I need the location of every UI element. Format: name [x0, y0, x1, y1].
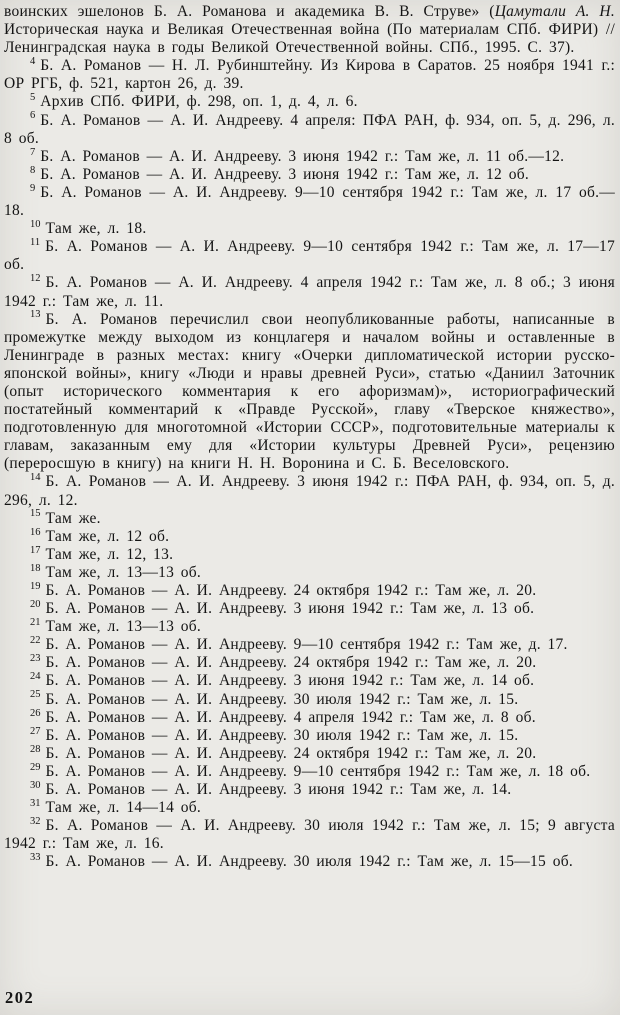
footnote-text: Архив СПб. ФИРИ, ф. 298, оп. 1, д. 4, л. 6.: [40, 93, 358, 111]
footnote-number: 26: [30, 707, 41, 719]
footnote-entry: [4, 564, 615, 582]
footnote-number: 32: [30, 816, 41, 828]
intro-text-before: воинских эшелонов Б. А. Романова и академика В. В. Струве» (: [4, 3, 495, 20]
footnote-number: 13: [30, 309, 41, 321]
footnote-text: Б. А. Романов — А. И. Андрееву. 3 июня 1942 г.: Там же, л. 14.: [45, 781, 512, 799]
footnote-text: Б. А. Романов — Н. Л. Рубинштейну. Из Кирова в Саратов. 25 ноября 1941 г.: ОР РГБ, ф. 521, картон 26, д. 39.: [4, 57, 615, 93]
footnote-number: 9: [30, 182, 36, 194]
footnote-entry: [4, 473, 615, 509]
footnote-text: Б. А. Романов — А. И. Андрееву. 9—10 сентября 1942 г.: Там же, л. 17 об.—18.: [4, 183, 615, 220]
footnote-text: Там же, л. 14—14 об.: [45, 799, 202, 817]
footnote-entry: [4, 238, 615, 274]
footnote-text: Там же, л. 12, 13.: [45, 545, 174, 563]
footnote-text: Б. А. Романов — А. И. Андрееву. 3 июня 1942 г.: ПФА РАН, ф. 934, оп. 5, д. 296, л. 12.: [4, 473, 615, 509]
intro-author-italic: Цамутали А. Н.: [494, 3, 616, 20]
footnote-entry: [4, 745, 615, 763]
footnote-text: Б. А. Романов — А. И. Андрееву. 24 октября 1942 г.: Там же, л. 20.: [45, 582, 537, 599]
footnote-entry: [4, 57, 615, 93]
footnote-entry: [4, 799, 615, 817]
footnote-text: Б. А. Романов — А. И. Андрееву. 3 июня 1942 г.: Там же, л. 14 об.: [45, 672, 535, 690]
footnote-entry: [4, 817, 615, 853]
footnote-entry: [4, 546, 615, 564]
footnote-text: Б. А. Романов — А. И. Андрееву. 30 июля 1942 г.: Там же, л. 15; 9 августа 1942 г.: Там же, л. 16.: [4, 817, 615, 853]
footnote-entry: [4, 220, 615, 238]
footnote-number: 11: [30, 237, 41, 249]
footnote-entry: [4, 510, 615, 528]
footnote-number: 28: [30, 743, 41, 755]
footnote-entry: [4, 274, 615, 310]
footnote-entry: [4, 184, 615, 220]
footnote-text: Б. А. Романов — А. И. Андрееву. 24 октября 1942 г.: Там же, л. 20.: [45, 654, 537, 672]
footnote-text: Там же, л. 18.: [45, 220, 147, 238]
footnote-entry: [4, 528, 615, 546]
page-number: 202: [5, 988, 35, 1007]
footnote-number: 21: [30, 617, 41, 629]
footnote-entry: [4, 781, 615, 799]
footnote-entry: [4, 763, 615, 781]
footnote-text: Б. А. Романов — А. И. Андрееву. 4 апреля: ПФА РАН, ф. 934, оп. 5, д. 296, л. 8 об.: [4, 111, 615, 147]
footnote-number: 24: [30, 671, 41, 683]
footnote-number: 33: [30, 852, 41, 864]
footnote-number: 7: [30, 146, 36, 158]
footnote-number: 16: [30, 526, 41, 538]
footnote-text: Б. А. Романов — А. И. Андрееву. 3 июня 1942 г.: Там же, л. 11 об.—12.: [40, 147, 565, 165]
footnote-entry: [4, 636, 615, 654]
footnote-entry: [4, 654, 615, 672]
footnote-entry: [4, 148, 615, 166]
footnote-number: 20: [30, 598, 41, 610]
footnote-number: 27: [30, 725, 41, 737]
footnote-number: 18: [30, 562, 41, 574]
footnote-text: Б. А. Романов — А. И. Андрееву. 9—10 сентября 1942 г.: Там же, д. 17.: [45, 636, 568, 654]
footnote-number: 8: [30, 164, 36, 176]
footnote-text: Б. А. Романов — А. И. Андрееву. 30 июля 1942 г.: Там же, л. 15—15 об.: [45, 853, 574, 871]
footnote-entry: [4, 112, 615, 148]
intro-paragraph: [4, 3, 615, 57]
footnote-text: Б. А. Романов — А. И. Андрееву. 30 июля 1942 г.: Там же, л. 15.: [45, 690, 519, 708]
footnote-number: 17: [30, 544, 41, 556]
footnote-number: 12: [30, 273, 41, 285]
footnote-entry: [4, 166, 615, 184]
footnote-entry: [4, 691, 615, 709]
footnote-number: 15: [30, 508, 41, 520]
footnote-entry: [4, 727, 615, 745]
footnote-number: 5: [30, 92, 36, 104]
footnote-number: 14: [30, 472, 41, 484]
footnote-number: 4: [30, 56, 36, 68]
footnote-number: 30: [30, 779, 41, 791]
footnote-entry: [4, 311, 615, 474]
footnote-entry: [4, 709, 615, 727]
footnote-entry: [4, 582, 615, 600]
intro-text-after: Историческая наука и Великая Отечественная война (По материалам СПб. ФИРИ) // Ленинградская наука в годы Великой Отечественной войны. СПб., 1995. С. 37).: [4, 21, 615, 57]
footnote-number: 25: [30, 689, 41, 701]
footnote-number: 6: [30, 110, 36, 122]
footnote-text: Б. А. Романов — А. И. Андрееву. 3 июня 1942 г.: Там же, л. 13 об.: [45, 600, 535, 618]
footnote-entry: [4, 600, 615, 618]
footnote-text: Б. А. Романов — А. И. Андрееву. 30 июля 1942 г.: Там же, л. 15.: [45, 726, 519, 744]
footnote-number: 10: [30, 218, 41, 230]
footnote-number: 31: [30, 797, 41, 809]
footnote-number: 19: [30, 580, 41, 592]
footnote-text: Б. А. Романов — А. И. Андрееву. 9—10 сентября 1942 г.: Там же, л. 18 об.: [45, 762, 591, 780]
footnote-number: 23: [30, 653, 41, 665]
footnote-text: Б. А. Романов — А. И. Андрееву. 4 апреля 1942 г.: Там же, л. 8 об.; 3 июня 1942 г.: Там же, л. 11.: [4, 274, 615, 310]
footnote-text: Там же.: [45, 509, 101, 527]
footnote-text: Б. А. Романов — А. И. Андрееву. 4 апреля 1942 г.: Там же, л. 8 об.: [45, 708, 536, 726]
footnote-number: 22: [30, 635, 41, 647]
footnote-text: Там же, л. 12 об.: [45, 527, 170, 545]
footnote-text: Б. А. Романов — А. И. Андрееву. 24 октября 1942 г.: Там же, л. 20.: [45, 744, 537, 762]
footnote-text: Там же, л. 13—13 об.: [45, 618, 202, 636]
footnote-text: Б. А. Романов — А. И. Андрееву. 3 июня 1942 г.: Там же, л. 12 об.: [40, 165, 529, 183]
footnote-number: 29: [30, 761, 41, 773]
footnote-entry: [4, 93, 615, 111]
footnote-text: Б. А. Романов — А. И. Андрееву. 9—10 сентября 1942 г.: Там же, л. 17—17 об.: [4, 238, 615, 274]
footnote-entry: [4, 672, 615, 690]
footnote-text: Б. А. Романов перечислил свои неопубликованные работы, написанные в промежутке между выходом из концлагеря и началом войны и оставленные в Ленинграде в разных местах: книгу «Очерки дипломатической истории русско-японской войны», книгу «Люди и нравы древней Руси», статью «Даниил Заточник (опыт исторического комментария к его афоризмам)», историографический постатейный комментарий к «Правде Русской», главу «Тверское княжество», подготовленную для многотомной «Истории СССР», подготовительные материалы к главам, заказанным ему для «Истории культуры Древней Руси», рецензию (переросшую в книгу) на книги Н. Н. Воронина и С. Б. Веселовского.: [4, 310, 615, 473]
footnote-entry: [4, 853, 615, 871]
footnote-entry: [4, 618, 615, 636]
footnote-text: Там же, л. 13—13 об.: [45, 563, 202, 581]
